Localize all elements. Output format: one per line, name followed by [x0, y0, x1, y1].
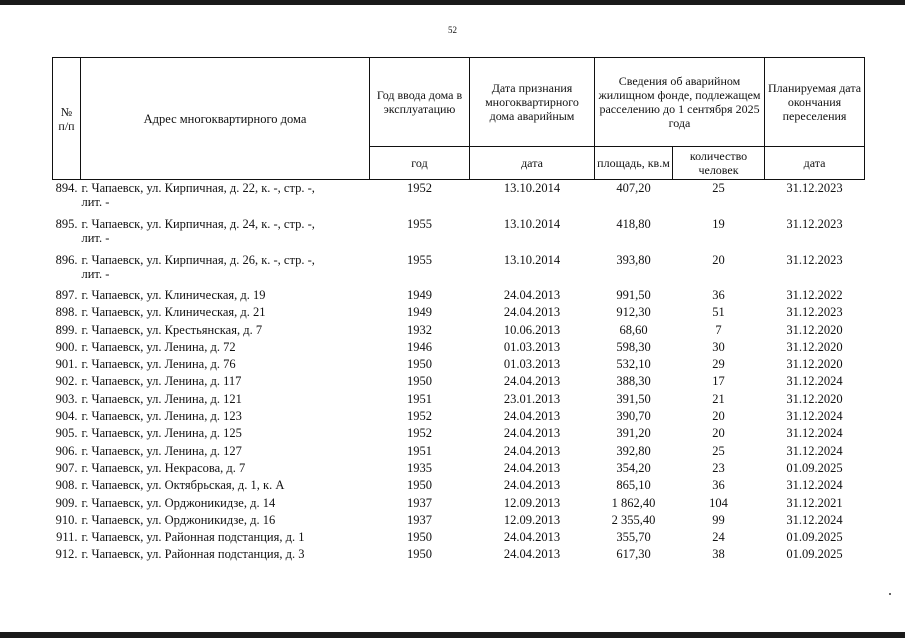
row-year: 1935	[407, 460, 432, 475]
row-date-recognized: 10.06.2013	[503, 322, 561, 337]
row-address	[81, 426, 370, 443]
row-area: 991,50	[616, 288, 651, 302]
row-planned-date: 31.12.2021	[786, 495, 843, 510]
row-date-recognized: 24.04.2013	[503, 443, 561, 458]
row-number: 907.	[55, 460, 78, 475]
row-year: 1932	[407, 322, 432, 337]
row-area: 2 355,40	[611, 512, 656, 527]
row-people: 20	[712, 253, 725, 267]
table-row	[53, 288, 865, 305]
row-date-recognized: 24.04.2013	[503, 305, 561, 320]
subheader-year: год	[370, 147, 470, 180]
row-date-recognized: 01.03.2013	[503, 339, 561, 354]
table-row	[53, 305, 865, 322]
row-date-recognized: 24.04.2013	[503, 288, 561, 302]
row-number: 900.	[55, 339, 78, 354]
row-area: 68,60	[619, 322, 648, 337]
row-people: 36	[712, 288, 725, 302]
row-date-recognized: 24.04.2013	[503, 374, 561, 389]
subheader-date: дата	[470, 147, 595, 180]
scan-speck	[889, 593, 891, 595]
row-date-recognized: 24.04.2013	[503, 409, 561, 424]
row-planned-date: 31.12.2024	[786, 374, 843, 389]
row-address-line: г. Чапаевск, ул. Некрасова, д. 7	[81, 460, 246, 475]
row-address	[81, 288, 370, 305]
table-body	[53, 180, 865, 565]
row-planned-date: 31.12.2020	[786, 357, 843, 372]
table-row	[53, 216, 865, 252]
row-year: 1951	[407, 391, 432, 406]
table-row	[53, 409, 865, 426]
row-planned-date: 31.12.2024	[786, 409, 843, 424]
row-number: 894.	[55, 181, 78, 195]
row-address-line: г. Чапаевск, ул. Октябрьская, д. 1, к. А	[81, 478, 285, 493]
row-area: 354,20	[616, 460, 651, 475]
row-address-line: г. Чапаевск, ул. Орджоникидзе, д. 14	[81, 495, 276, 510]
row-number: 895.	[55, 217, 78, 231]
row-year: 1949	[407, 305, 432, 320]
table-row	[53, 461, 865, 478]
row-people: 51	[712, 305, 725, 320]
row-planned-date: 31.12.2024	[786, 426, 843, 441]
row-planned-date: 01.09.2025	[786, 530, 843, 545]
row-address	[81, 392, 370, 409]
row-address	[81, 323, 370, 340]
row-address	[81, 216, 370, 252]
row-people: 104	[709, 495, 728, 510]
row-people: 38	[712, 547, 725, 562]
table-row	[53, 392, 865, 409]
row-area: 391,50	[616, 391, 651, 406]
row-area: 617,30	[616, 547, 651, 562]
row-address	[81, 513, 370, 530]
row-date-recognized: 13.10.2014	[503, 253, 561, 267]
row-address-line: г. Чапаевск, ул. Орджоникидзе, д. 16	[81, 512, 276, 527]
row-people: 17	[712, 374, 725, 389]
row-area: 598,30	[616, 339, 651, 354]
row-planned-date: 31.12.2020	[786, 391, 843, 406]
header-emergency-info: Сведения об аварийном жилищном фонде, подлежащем расселению до 1 сентября 2025 года	[595, 58, 765, 147]
row-people: 20	[712, 426, 725, 441]
row-people: 21	[712, 391, 725, 406]
row-year: 1950	[407, 357, 432, 372]
row-address	[81, 478, 370, 495]
row-year: 1955	[407, 217, 432, 231]
row-year: 1950	[407, 478, 432, 493]
row-number: 896.	[55, 253, 78, 267]
row-people: 36	[712, 478, 725, 493]
row-year: 1949	[407, 288, 432, 302]
table-row	[53, 496, 865, 513]
row-date-recognized: 24.04.2013	[503, 460, 561, 475]
table-row	[53, 478, 865, 495]
table-row	[53, 426, 865, 443]
subheader-planned: дата	[765, 147, 865, 180]
row-address	[81, 305, 370, 322]
header-address: Адрес многоквартирного дома	[81, 58, 370, 180]
row-area: 1 862,40	[611, 495, 656, 510]
row-date-recognized: 13.10.2014	[503, 181, 561, 195]
top-border-bar	[0, 0, 905, 5]
row-people: 30	[712, 339, 725, 354]
row-number: 899.	[55, 322, 78, 337]
row-address-line: г. Чапаевск, ул. Ленина, д. 76	[81, 357, 236, 372]
table-row	[53, 444, 865, 461]
subheader-area: площадь, кв.м	[595, 147, 673, 180]
table-row	[53, 340, 865, 357]
row-year: 1950	[407, 530, 432, 545]
row-address-line: г. Чапаевск, ул. Ленина, д. 127	[81, 443, 242, 458]
bottom-border-bar	[0, 632, 905, 638]
row-address	[81, 461, 370, 478]
row-address-line: г. Чапаевск, ул. Районная подстанция, д. 3	[81, 547, 305, 562]
row-year: 1952	[407, 426, 432, 441]
row-planned-date: 31.12.2023	[786, 181, 843, 195]
row-planned-date: 31.12.2023	[786, 305, 843, 320]
row-planned-date: 01.09.2025	[786, 547, 843, 562]
row-date-recognized: 23.01.2013	[503, 391, 561, 406]
row-address-line: г. Чапаевск, ул. Ленина, д. 117	[81, 374, 242, 389]
row-address-line: лит. -	[81, 195, 110, 209]
row-year: 1952	[407, 181, 432, 195]
row-people: 19	[712, 217, 725, 231]
row-people: 24	[712, 530, 725, 545]
row-area: 532,10	[616, 357, 651, 372]
row-area: 393,80	[616, 253, 651, 267]
row-date-recognized: 24.04.2013	[503, 426, 561, 441]
row-planned-date: 31.12.2024	[786, 443, 843, 458]
row-address	[81, 547, 370, 564]
table-row	[53, 323, 865, 340]
row-address-line: г. Чапаевск, ул. Кирпичная, д. 24, к. -, стр. -,	[81, 217, 315, 231]
table-row	[53, 530, 865, 547]
row-address	[81, 252, 370, 288]
row-area: 418,80	[616, 217, 651, 231]
table-row	[53, 547, 865, 564]
row-people: 29	[712, 357, 725, 372]
row-number: 905.	[55, 426, 78, 441]
header-num: № п/п	[53, 58, 81, 180]
row-area: 388,30	[616, 374, 651, 389]
row-address-line: г. Чапаевск, ул. Кирпичная, д. 22, к. -, стр. -,	[81, 181, 315, 195]
row-area: 390,70	[616, 409, 651, 424]
row-area: 391,20	[616, 426, 651, 441]
row-planned-date: 31.12.2024	[786, 512, 843, 527]
row-planned-date: 31.12.2024	[786, 478, 843, 493]
row-area: 355,70	[616, 530, 651, 545]
row-planned-date: 31.12.2020	[786, 339, 843, 354]
table-row	[53, 252, 865, 288]
row-address	[81, 530, 370, 547]
row-planned-date: 31.12.2023	[786, 253, 843, 267]
row-year: 1937	[407, 512, 432, 527]
row-year: 1946	[407, 339, 432, 354]
row-date-recognized: 12.09.2013	[503, 495, 561, 510]
row-address-line: г. Чапаевск, ул. Ленина, д. 72	[81, 339, 236, 354]
row-area: 407,20	[616, 181, 651, 195]
row-date-recognized: 24.04.2013	[503, 530, 561, 545]
row-year: 1955	[407, 253, 432, 267]
row-number: 909.	[55, 495, 78, 510]
row-number: 903.	[55, 391, 78, 406]
row-address-line: г. Чапаевск, ул. Крестьянская, д. 7	[81, 322, 263, 337]
header-planned-date: Планируемая дата окончания переселения	[765, 58, 865, 147]
table-row	[53, 374, 865, 391]
row-people: 23	[712, 460, 725, 475]
row-address-line: г. Чапаевск, ул. Клиническая, д. 19	[81, 288, 266, 302]
row-address	[81, 496, 370, 513]
header-date-recognized: Дата признания многоквартирного дома аварийным	[470, 58, 595, 147]
page-number: 52	[448, 25, 457, 35]
row-people: 20	[712, 409, 725, 424]
row-number: 897.	[55, 288, 78, 302]
row-number: 906.	[55, 443, 78, 458]
row-number: 898.	[55, 305, 78, 320]
row-people: 25	[712, 181, 725, 195]
row-address	[81, 340, 370, 357]
row-address	[81, 180, 370, 217]
row-planned-date: 31.12.2020	[786, 322, 843, 337]
row-address	[81, 374, 370, 391]
row-address	[81, 409, 370, 426]
row-date-recognized: 01.03.2013	[503, 357, 561, 372]
row-address-line: г. Чапаевск, ул. Клиническая, д. 21	[81, 305, 266, 320]
row-planned-date: 31.12.2022	[786, 288, 843, 302]
row-people: 25	[712, 443, 725, 458]
row-address-line: г. Чапаевск, ул. Ленина, д. 125	[81, 426, 242, 441]
row-number: 912.	[55, 547, 78, 562]
row-date-recognized: 13.10.2014	[503, 217, 561, 231]
subheader-people: количество человек	[673, 147, 765, 180]
row-address	[81, 444, 370, 461]
row-people: 99	[712, 512, 725, 527]
housing-register-table	[52, 57, 865, 565]
row-year: 1950	[407, 374, 432, 389]
table-row	[53, 357, 865, 374]
row-year: 1937	[407, 495, 432, 510]
row-year: 1950	[407, 547, 432, 562]
row-number: 911.	[56, 530, 78, 545]
row-number: 902.	[55, 374, 78, 389]
row-number: 908.	[55, 478, 78, 493]
row-address-line: г. Чапаевск, ул. Ленина, д. 121	[81, 391, 242, 406]
row-year: 1952	[407, 409, 432, 424]
header-year: Год ввода дома в эксплуатацию	[370, 58, 470, 147]
row-date-recognized: 24.04.2013	[503, 478, 561, 493]
row-planned-date: 01.09.2025	[786, 460, 843, 475]
row-number: 904.	[55, 409, 78, 424]
table-row	[53, 513, 865, 530]
row-area: 912,30	[616, 305, 651, 320]
row-area: 865,10	[616, 478, 651, 493]
row-year: 1951	[407, 443, 432, 458]
row-date-recognized: 24.04.2013	[503, 547, 561, 562]
row-number: 901.	[55, 357, 78, 372]
row-address-line: лит. -	[81, 231, 110, 245]
row-address	[81, 357, 370, 374]
row-address-line: г. Чапаевск, ул. Районная подстанция, д. 1	[81, 530, 305, 545]
row-address-line: г. Чапаевск, ул. Ленина, д. 123	[81, 409, 242, 424]
table-row	[53, 180, 865, 217]
row-area: 392,80	[616, 443, 651, 458]
row-address-line: лит. -	[81, 267, 110, 281]
row-address-line: г. Чапаевск, ул. Кирпичная, д. 26, к. -, стр. -,	[81, 253, 315, 267]
row-people: 7	[715, 322, 722, 337]
row-number: 910.	[55, 512, 78, 527]
row-planned-date: 31.12.2023	[786, 217, 843, 231]
row-date-recognized: 12.09.2013	[503, 512, 561, 527]
